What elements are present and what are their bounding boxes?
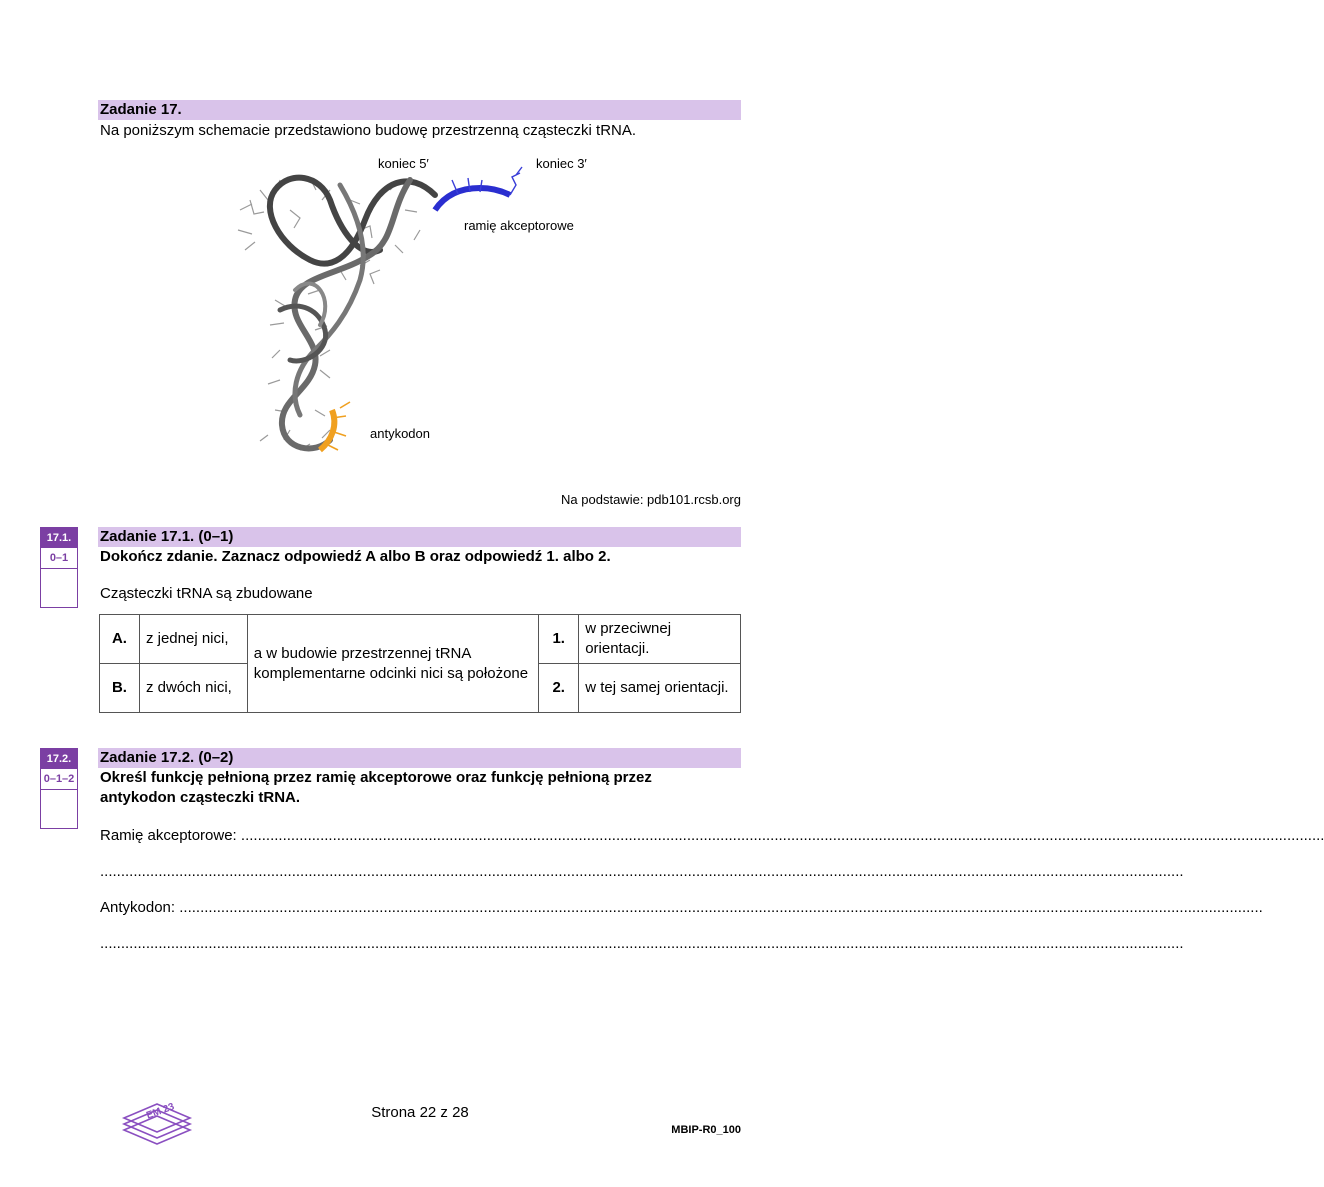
dotted-line: .................................................................................................................................................................................................................................................................... (179, 899, 1263, 916)
task-17-2-title: Zadanie 17.2. (0–2) (98, 748, 741, 768)
task-17-title: Zadanie 17. (98, 100, 741, 120)
label-5-end: koniec 5′ (378, 156, 429, 171)
option-b-key[interactable]: B. (100, 664, 140, 713)
answer-label-acceptor: Ramię akceptorowe: (100, 827, 237, 844)
score-box-number: 17.2. (41, 749, 77, 769)
score-box-17-1 (40, 527, 78, 608)
answer-table (99, 614, 741, 713)
trna-structure-image (220, 150, 620, 470)
acceptor-arm-highlight (435, 167, 522, 210)
answer-line-anticodon-2[interactable] (100, 934, 1184, 954)
option-1-text[interactable]: w przeciwnej orientacji. (579, 615, 741, 664)
label-3-end: koniec 3′ (536, 156, 587, 171)
dotted-line: .................................................................................................................................................................................................................................................................... (240, 827, 1324, 844)
option-b-text[interactable]: z dwóch nici, (139, 664, 247, 713)
score-box-number: 17.1. (41, 528, 77, 548)
option-a-text[interactable]: z jednej nici, (139, 615, 247, 664)
option-1-key[interactable]: 1. (539, 615, 579, 664)
score-box-17-2 (40, 748, 78, 829)
task-17-intro: Na poniższym schemacie przedstawiono budowę przestrzenną cząsteczki tRNA. (100, 122, 637, 139)
label-acceptor-arm: ramię akceptorowe (464, 218, 574, 233)
task-17-1-title: Zadanie 17.1. (0–1) (98, 527, 741, 547)
figure-source: Na podstawie: pdb101.rcsb.org (561, 492, 741, 507)
score-box-points: 0–1 (41, 548, 77, 569)
exam-code: MBIP-R0_100 (671, 1124, 741, 1136)
exam-logo-text: EM 23 (144, 1101, 176, 1122)
trna-figure (220, 150, 620, 470)
answer-line-anticodon[interactable] (100, 898, 1263, 918)
option-2-text[interactable]: w tej samej orientacji. (579, 664, 741, 713)
dotted-line: .................................................................................................................................................................................................................................................................... (100, 863, 1184, 880)
score-box-field[interactable] (41, 790, 77, 828)
score-box-field[interactable] (41, 569, 77, 607)
page-number: Strona 22 z 28 (371, 1104, 469, 1121)
answer-line-acceptor-2[interactable] (100, 862, 1184, 882)
task-17-1-instruction: Dokończ zdanie. Zaznacz odpowiedź A albo B oraz odpowiedź 1. albo 2. (100, 548, 611, 565)
table-middle-text: a w budowie przestrzennej tRNA komplementarne odcinki nici są położone (247, 615, 538, 713)
dotted-line: .................................................................................................................................................................................................................................................................... (100, 935, 1184, 952)
score-box-points: 0–1–2 (41, 769, 77, 790)
label-anticodon: antykodon (370, 426, 430, 441)
answer-line-acceptor[interactable] (100, 826, 1324, 846)
answer-label-anticodon: Antykodon: (100, 899, 176, 916)
option-a-key[interactable]: A. (100, 615, 140, 664)
task-17-1-stem: Cząsteczki tRNA są zbudowane (100, 585, 313, 602)
exam-logo (122, 1100, 192, 1148)
anticodon-highlight (320, 402, 350, 450)
option-2-key[interactable]: 2. (539, 664, 579, 713)
task-17-2-instruction: Określ funkcję pełnioną przez ramię akceptorowe oraz funkcję pełnioną przez antykodon cząsteczki tRNA. (100, 769, 652, 806)
